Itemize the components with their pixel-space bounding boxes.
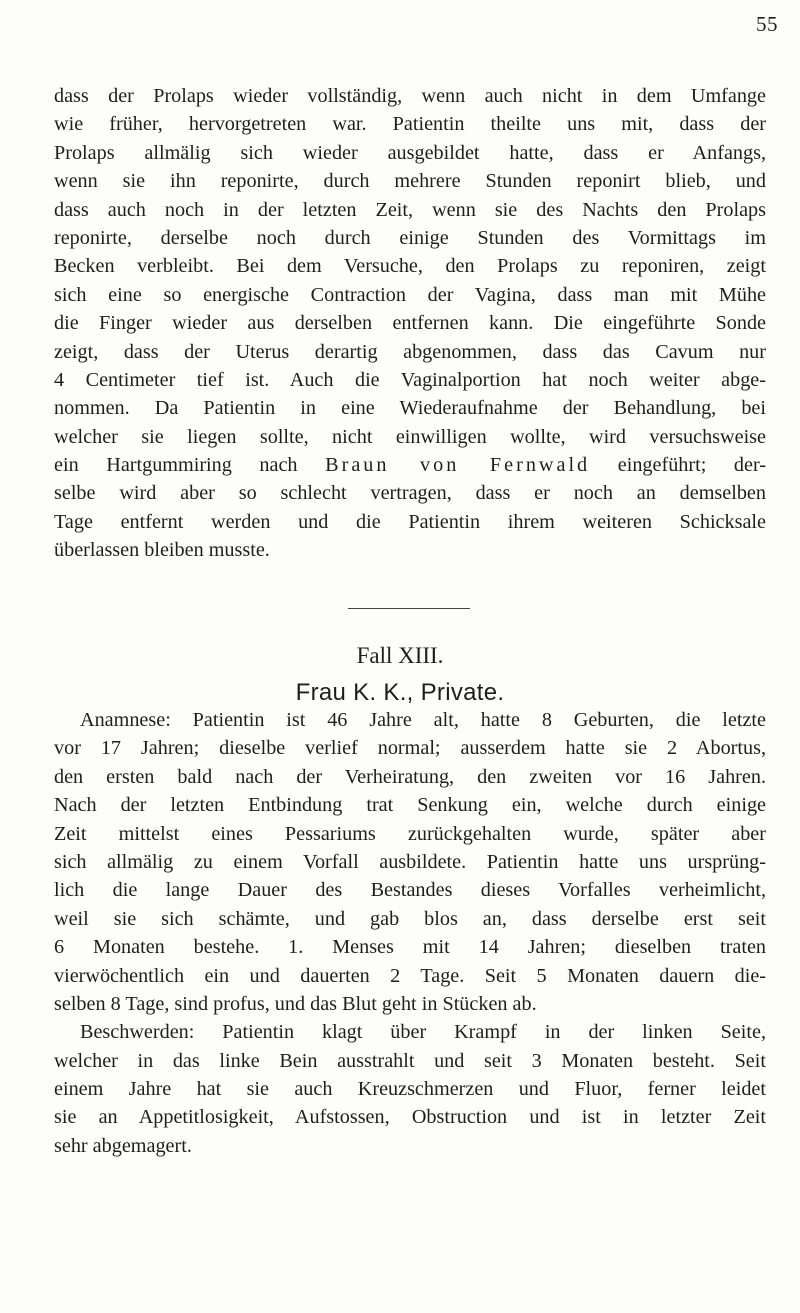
text-line: die Finger wieder aus derselben entfernen kann. Die eingeführte Sonde: [54, 312, 766, 335]
text-line: dass der Prolaps wieder vollständig, wenn auch nicht in dem Umfange: [54, 85, 766, 107]
text-line: [54, 451, 766, 479]
text-line: Nach der letzten Entbindung trat Senkung ein, welche durch einige: [54, 794, 766, 817]
text-line: sie an Appetitlosigkeit, Aufstossen, Obstruction und ist in letzter Zeit: [54, 1106, 766, 1129]
text-line: den ersten bald nach der Verheiratung, den zweiten vor 16 Jahren.: [54, 765, 766, 788]
text-line: wie früher, hervorgetreten war. Patientin theilte uns mit, dass der: [54, 113, 766, 136]
text-line: Becken verbleibt. Bei dem Versuche, den Prolaps zu reponiren, zeigt: [54, 255, 766, 278]
case-heading: Fall XIII.: [356, 643, 444, 668]
text-line: dass auch noch in der letzten Zeit, wenn sie des Nachts den Prolaps: [54, 198, 766, 221]
text-line: lich die lange Dauer des Bestandes dieses Vorfalles verheimlicht,: [54, 879, 766, 902]
text-line: Beschwerden: Patientin klagt über Krampf in der linken Seite,: [80, 1021, 766, 1044]
text-line: sich eine so energische Contraction der Vagina, dass man mit Mühe: [54, 283, 766, 306]
text-line: selbe wird aber so schlecht vertragen, dass er noch an demselben: [54, 482, 766, 505]
text-line: vor 17 Jahren; dieselbe verlief normal; ausserdem hatte sie 2 Abortus,: [54, 737, 766, 760]
text-line: reponirte, derselbe noch durch einige Stunden des Vormittags im: [54, 226, 766, 249]
text-line: zeigt, dass der Uterus derartig abgenommen, dass das Cavum nur: [54, 340, 766, 363]
text-line: 4 Centimeter tief ist. Auch die Vaginalportion hat noch weiter abge-: [54, 368, 766, 391]
text-line: welcher sie liegen sollte, nicht einwilligen wollte, wird versuchsweise: [54, 425, 766, 448]
text-line: vierwöchentlich ein und dauerten 2 Tage. Seit 5 Monaten dauern die-: [54, 964, 766, 987]
text-line: Tage entfernt werden und die Patientin ihrem weiteren Schicksale: [54, 510, 766, 533]
section-divider: [348, 608, 470, 609]
paragraph-prolaps-continuation: [54, 82, 766, 565]
text-line: überlassen bleiben musste.: [54, 539, 270, 562]
text-line: Anamnese: Patientin ist 46 Jahre alt, hatte 8 Geburten, die letzte: [80, 709, 766, 731]
text-segment: ein Hartgummiring nach: [54, 454, 298, 477]
text-line: weil sie sich schämte, und gab blos an, dass derselbe erst seit: [54, 907, 766, 930]
text-segment: eingeführt; der-: [617, 454, 766, 477]
patient-heading: Frau K. K., Private.: [295, 679, 505, 706]
author-name-spaced: Braun von Fernwald: [325, 454, 591, 477]
text-line: selben 8 Tage, sind profus, und das Blut geht in Stücken ab.: [54, 992, 537, 1015]
page-number: 55: [756, 12, 778, 36]
text-line: Prolaps allmälig sich wieder ausgebildet hatte, dass er Anfangs,: [54, 141, 766, 164]
text-line: Zeit mittelst eines Pessariums zurückgehalten wurde, später aber: [54, 822, 766, 845]
text-line: sehr abgemagert.: [54, 1134, 192, 1157]
text-line: sich allmälig zu einem Vorfall ausbildete. Patientin hatte uns ursprüng-: [54, 850, 766, 873]
text-line: wenn sie ihn reponirte, durch mehrere Stunden reponirt blieb, und: [54, 170, 766, 193]
text-line: 6 Monaten bestehe. 1. Menses mit 14 Jahren; dieselben traten: [54, 936, 766, 959]
text-line: einem Jahre hat sie auch Kreuzschmerzen und Fluor, ferner leidet: [54, 1078, 766, 1101]
paragraph-anamnese: [54, 706, 766, 1160]
text-line: nommen. Da Patientin in eine Wiederaufnahme der Behandlung, bei: [54, 397, 766, 420]
text-line: welcher in das linke Bein ausstrahlt und seit 3 Monaten besteht. Seit: [54, 1049, 766, 1072]
